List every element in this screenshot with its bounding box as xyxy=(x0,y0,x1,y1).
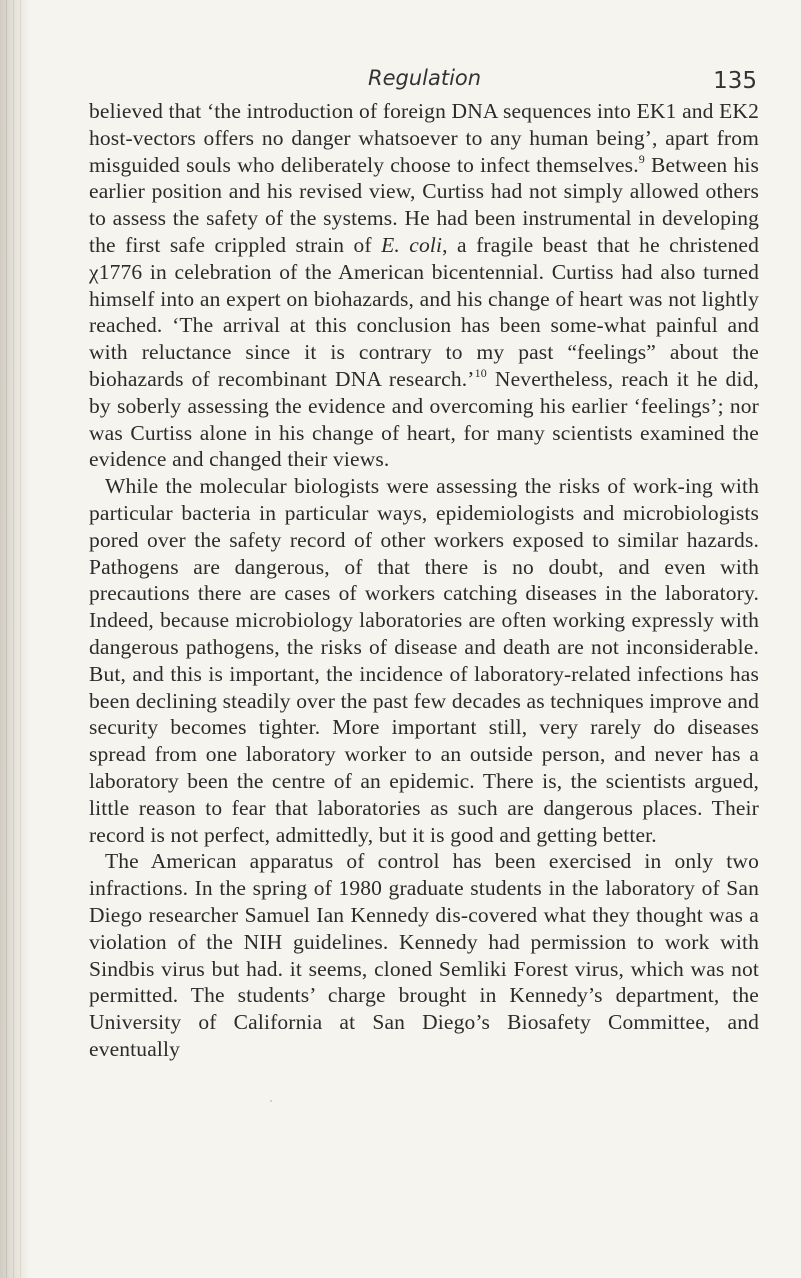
binding-line xyxy=(20,0,21,1278)
body-text xyxy=(89,98,759,1063)
paragraph-3: The American apparatus of control has been exercised in only two infractions. In the spring of 1980 graduate students in the laboratory of San Diego researcher Samuel Ian Kennedy dis-covered what they thought was a violation of the NIH guidelines. Kennedy had permission to work with Sindbis virus but had. it seems, cloned Semliki Forest virus, which was not permitted. The students’ charge brought in Kennedy’s department, the University of California at San Diego’s Biosafety Committee, and eventually xyxy=(89,849,759,1061)
paper-speck xyxy=(270,1100,272,1102)
binding-line xyxy=(6,0,7,1278)
page-number: 135 xyxy=(713,68,757,94)
binding-line xyxy=(13,0,14,1278)
paragraph-1-text-a: believed that ‘the introduction of foreign DNA sequences into EK1 and EK2 host-vectors offers no danger whatsoever to any human being’, apart from misguided souls who deliberately choose to infect themselves. xyxy=(89,99,759,177)
paragraph-1-text-c: , a fragile beast that he christened χ1776 in celebration of the American bicentennial. Curtiss had also turned himself into an expert on biohazards, and his change of heart was not lightly reached. ‘The arrival at this conclusion has been some-what painful and with reluctance since it is contrary to my past “feelings” about the biohazards of recombinant DNA research.’ xyxy=(89,232,759,391)
italic-species-name: E. coli xyxy=(381,232,443,257)
paragraph-1 xyxy=(89,98,759,473)
paragraph-2: While the molecular biologists were assessing the risks of work-ing with particular bacteria in particular ways, epidemiologists and microbiologists pored over the safety record of other workers exposed to similar hazards. Pathogens are dangerous, of that there is no doubt, and even with precautions there are cases of workers catching diseases in the laboratory. Indeed, because microbiology laboratories are often working expressly with dangerous pathogens, the risks of disease and death are not inconsiderable. But, and this is important, the incidence of laboratory-related infections has been declining steadily over the past few decades as techniques improve and security becomes tighter. More important still, very rarely do diseases spread from one laboratory worker to an outside person, and never has a laboratory been the centre of an epidemic. There is, the scientists argued, little reason to fear that laboratories as such are dangerous places. Their record is not perfect, admittedly, but it is good and getting better. xyxy=(89,474,759,847)
footnote-ref-10: 10 xyxy=(474,365,487,380)
running-head: Regulation xyxy=(368,66,482,90)
page-binding-shadow xyxy=(0,0,30,1278)
paragraph-1-text-d: Nevertheless, reach it he did, by soberly assessing the evidence and overcoming his earlier ‘feelings’; nor was Curtiss alone in his change of heart, for many scientists examined the evidence and changed their views. xyxy=(89,366,759,472)
paragraph-1-text-b: Between his earlier position and his revised view, Curtiss had not simply allowed others to assess the safety of the systems. He had been instrumental in developing the first safe crippled strain of xyxy=(89,152,760,257)
footnote-ref-9: 9 xyxy=(638,151,645,166)
